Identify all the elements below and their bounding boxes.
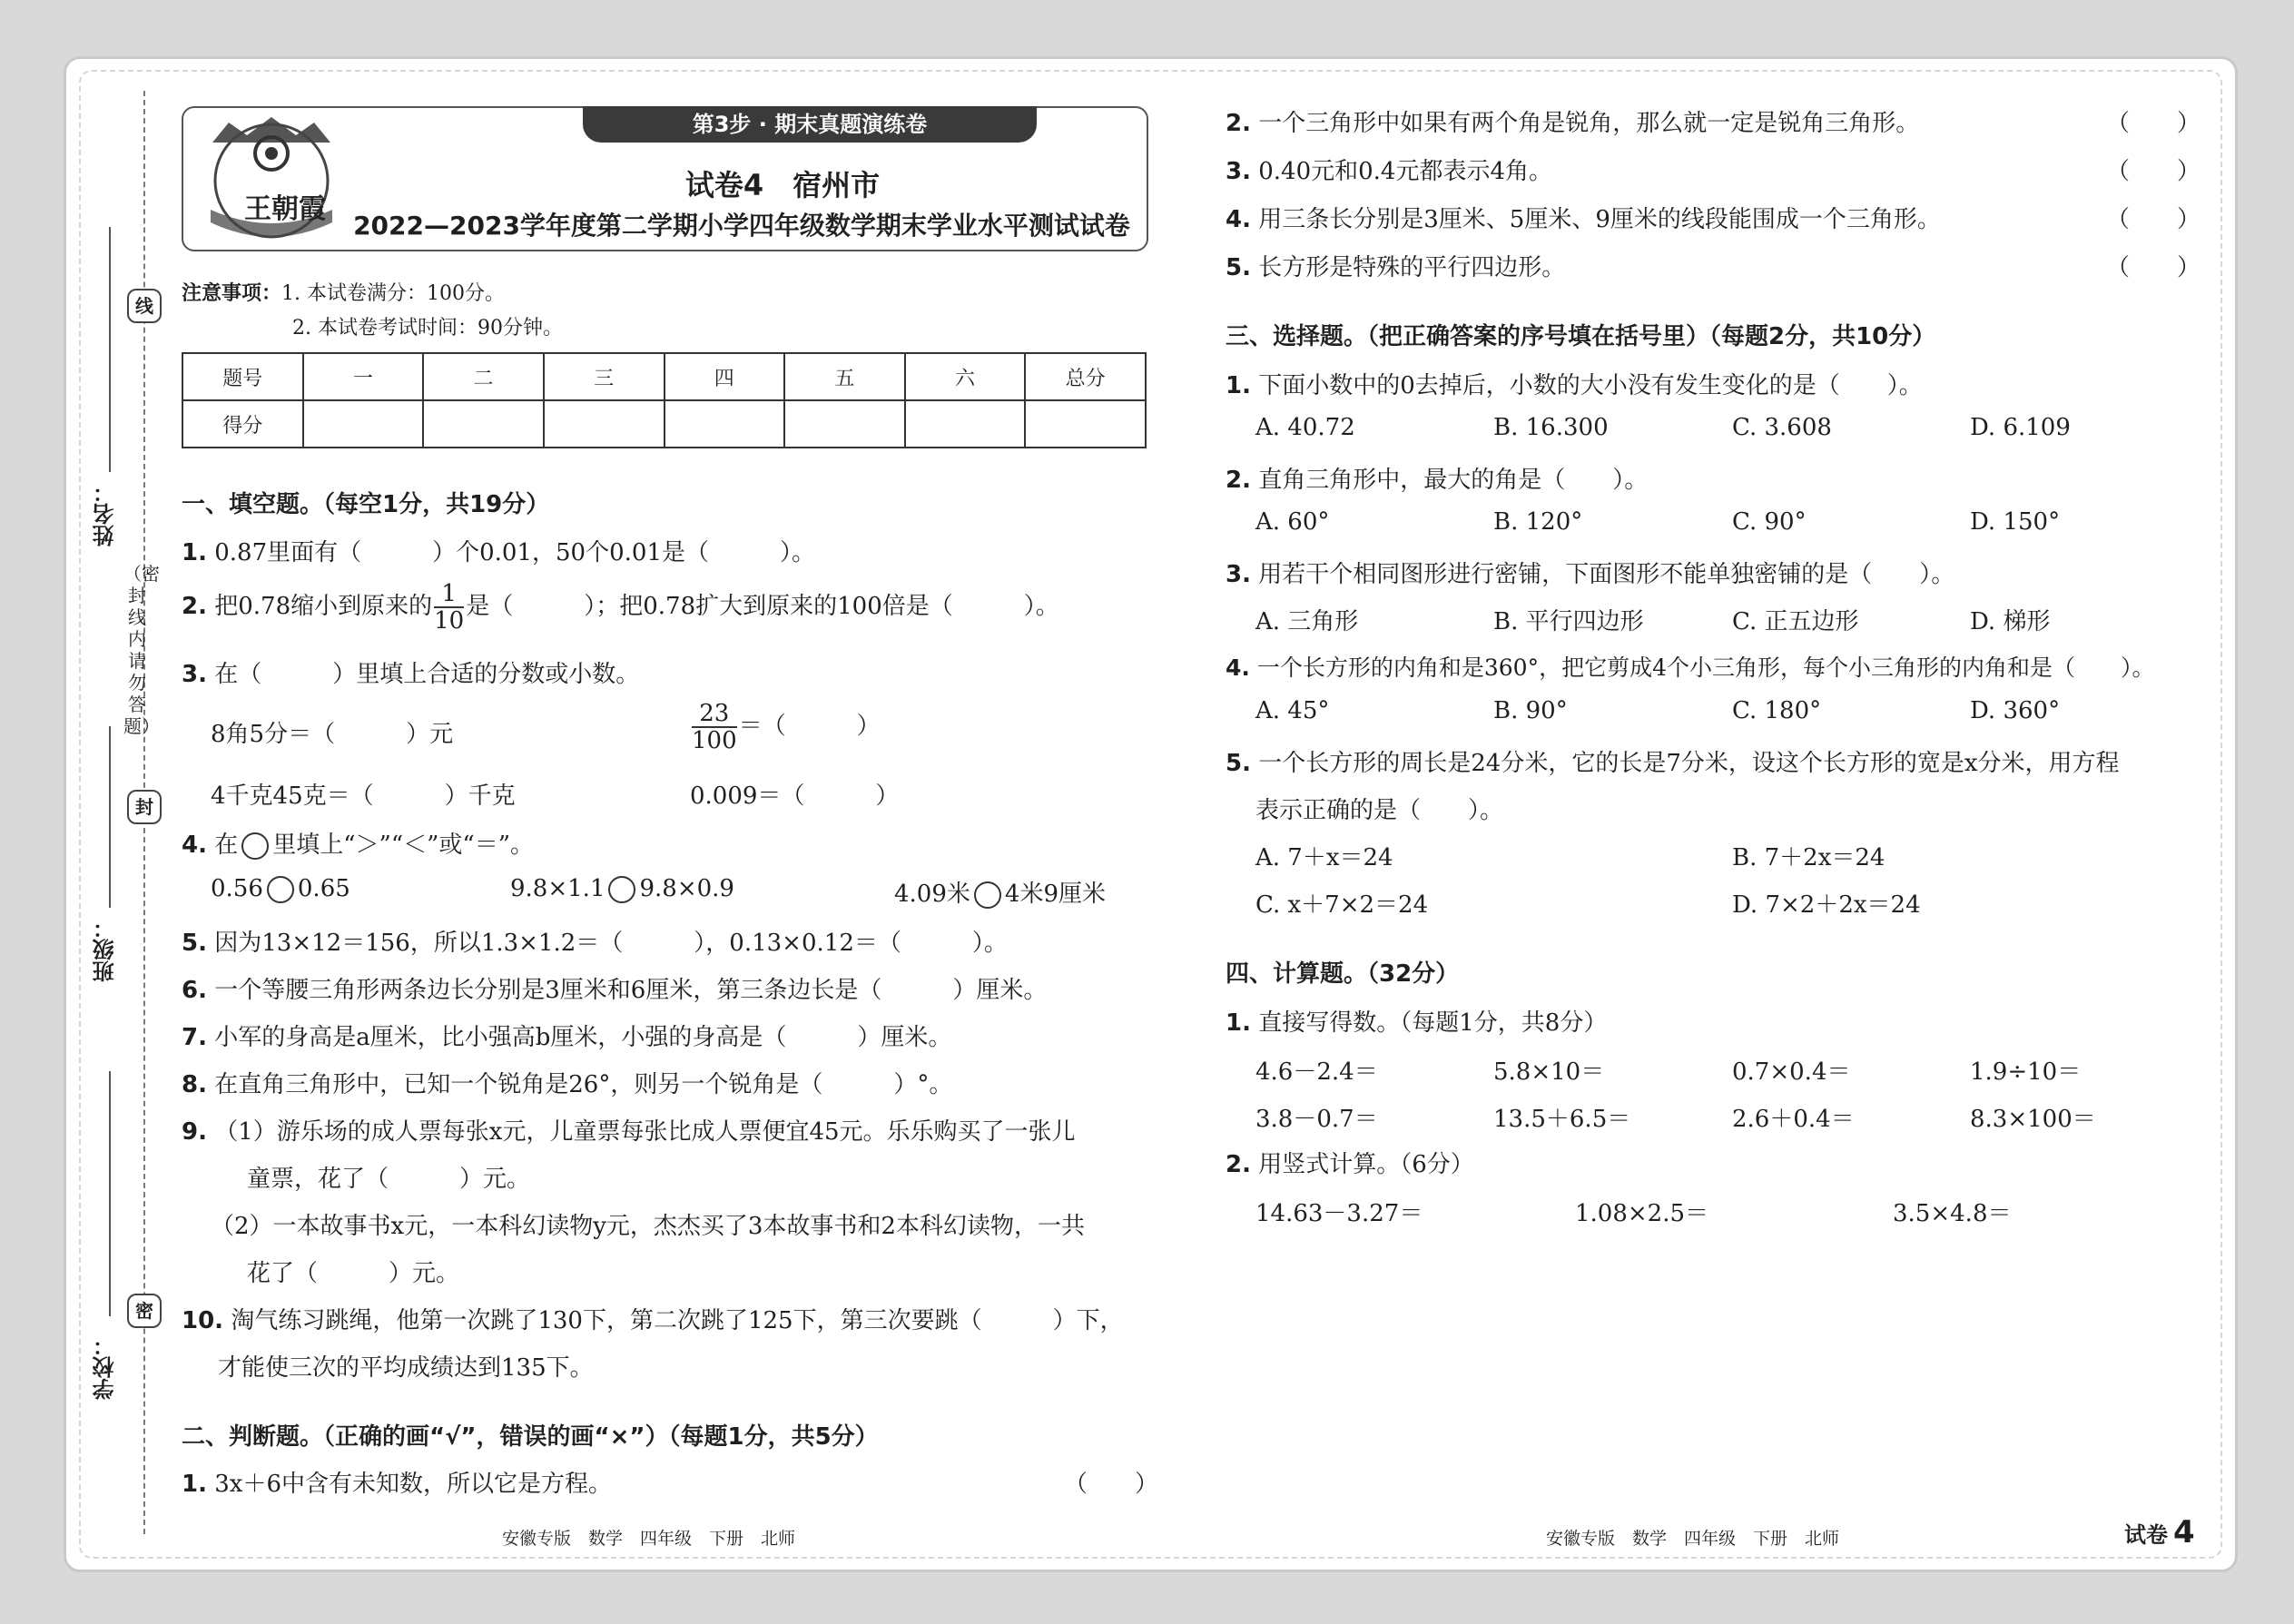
notice-line-1 xyxy=(182,278,505,306)
binding-mark-mi: 密 xyxy=(127,1294,162,1328)
question-text: 长方形是特殊的平行四边形。 xyxy=(1258,254,1566,281)
score-header-cell: 三 xyxy=(544,353,665,400)
score-cell[interactable] xyxy=(544,400,665,448)
question-1-3-c: 4千克45克＝（ ）千克 xyxy=(211,782,516,810)
section-1-title: 一、填空题。（每空1分，共19分） xyxy=(182,491,550,518)
option-c[interactable]: C. 3.608 xyxy=(1732,414,1832,441)
judge-1 xyxy=(182,1465,612,1499)
question-text: 小军的身高是a厘米，比小强高b厘米，小强的身高是（ ）厘米。 xyxy=(214,1024,952,1051)
option-c[interactable]: C. x＋7×2＝24 xyxy=(1255,891,1429,919)
question-number: 6. xyxy=(182,977,207,1004)
question-text: 因为13×12＝156，所以1.3×1.2＝（ ），0.13×0.12＝（ ）。 xyxy=(214,930,1008,957)
footer-right: 安徽专版 数学 四年级 下册 北师 xyxy=(1546,1529,1840,1549)
compare-3 xyxy=(894,875,1106,909)
question-1-3 xyxy=(182,655,639,689)
score-header-cell: 一 xyxy=(303,353,424,400)
question-text: ＝（ ） xyxy=(738,713,881,740)
question-1-10 xyxy=(182,1302,1124,1335)
question-number: 10. xyxy=(182,1307,224,1334)
option-a[interactable]: A. 40.72 xyxy=(1255,414,1355,441)
option-b[interactable]: B. 16.300 xyxy=(1493,414,1609,441)
option-d[interactable]: D. 150° xyxy=(1970,508,2061,536)
question-text: 一个三角形中如果有两个角是锐角，那么就一定是锐角三角形。 xyxy=(1258,110,1920,137)
calc-item: 4.6－2.4＝ xyxy=(1255,1058,1378,1086)
score-table-header-row xyxy=(182,353,1146,400)
option-a[interactable]: A. 三角形 xyxy=(1255,608,1359,635)
score-table xyxy=(182,352,1147,448)
question-text: 一个等腰三角形两条边长分别是3厘米和6厘米，第三条边长是（ ）厘米。 xyxy=(214,977,1048,1004)
question-text: 3x＋6中含有未知数，所以它是方程。 xyxy=(214,1471,612,1498)
option-d[interactable]: D. 6.109 xyxy=(1970,414,2071,441)
score-cell[interactable] xyxy=(423,400,544,448)
fraction-denominator: 10 xyxy=(434,607,465,635)
option-c[interactable]: C. 90° xyxy=(1732,508,1807,536)
name-line xyxy=(109,227,111,472)
option-a[interactable]: A. 60° xyxy=(1255,508,1330,536)
question-text: 淘气练习跳绳，他第一次跳了130下，第二次跳了125下，第三次要跳（ ）下， xyxy=(231,1307,1124,1334)
question-number: 4. xyxy=(1226,206,1251,233)
question-text: 在直角三角形中，已知一个锐角是26°，则另一个锐角是（ ）°。 xyxy=(214,1071,953,1098)
score-header-cell: 总分 xyxy=(1025,353,1146,400)
compare-right: 4米9厘米 xyxy=(1004,881,1106,908)
fraction xyxy=(434,581,464,634)
score-header-cell: 二 xyxy=(423,353,544,400)
exam-header xyxy=(182,106,1148,251)
notice-label: 注意事项： xyxy=(182,282,282,305)
judge-2 xyxy=(1226,104,1919,138)
judge-4 xyxy=(1226,201,1941,234)
question-1-3-a: 8角5分＝（ ）元 xyxy=(211,721,454,748)
option-b[interactable]: B. 90° xyxy=(1493,697,1568,724)
school-line xyxy=(109,1071,111,1316)
class-label: 班级： xyxy=(93,917,118,982)
calc-item: 2.6＋0.4＝ xyxy=(1732,1106,1855,1133)
score-cell[interactable] xyxy=(303,400,424,448)
notice-text-1: 1. 本试卷满分：100分。 xyxy=(281,282,505,305)
choice-2 xyxy=(1226,461,1648,495)
question-number: 3. xyxy=(182,661,207,688)
page-num: 4 xyxy=(2173,1514,2195,1550)
question-1-3-b xyxy=(690,701,881,753)
question-number: 4. xyxy=(1226,655,1250,681)
question-1-8 xyxy=(182,1066,952,1099)
option-d[interactable]: D. 360° xyxy=(1970,697,2061,724)
logo-text: 王朝霞 xyxy=(244,193,326,225)
score-table-score-row xyxy=(182,400,1146,448)
school-label: 学校： xyxy=(93,1334,118,1400)
page-label: 试卷 xyxy=(2124,1522,2168,1548)
question-number: 3. xyxy=(1226,158,1251,185)
question-text: 一个长方形的周长是24分米，它的长是7分米，设这个长方形的宽是x分米，用方程 xyxy=(1258,750,2120,777)
question-text: 用竖式计算。（6分） xyxy=(1258,1151,1474,1178)
score-cell[interactable] xyxy=(905,400,1026,448)
option-d[interactable]: D. 7×2＋2x＝24 xyxy=(1732,891,1921,919)
option-a[interactable]: A. 45° xyxy=(1255,697,1330,724)
question-number: 3. xyxy=(1226,561,1251,588)
answer-parens[interactable]: （ ） xyxy=(1064,1471,1159,1498)
calc-item: 13.5＋6.5＝ xyxy=(1493,1106,1631,1133)
blank-circle[interactable] xyxy=(267,876,294,903)
question-number: 1. xyxy=(1226,1009,1251,1037)
calc-item: 5.8×10＝ xyxy=(1493,1058,1605,1086)
question-1-3-d: 0.009＝（ ） xyxy=(690,782,900,810)
question-number: 2. xyxy=(1226,1151,1251,1178)
question-text: 用若干个相同图形进行密铺，下面图形不能单独密铺的是（ ）。 xyxy=(1258,561,1955,588)
question-text: 一个长方形的内角和是360°，把它剪成4个小三角形，每个小三角形的内角和是（ ）。 xyxy=(1256,655,2155,681)
compare-left: 4.09米 xyxy=(894,881,970,908)
vertical-calc-item: 1.08×2.5＝ xyxy=(1575,1200,1709,1227)
question-number: 5. xyxy=(182,930,207,957)
question-1-6 xyxy=(182,971,1047,1005)
question-1-1 xyxy=(182,534,815,567)
question-1-9-line-3: （2）一本故事书x元，一本科幻读物y元，杰杰买了3本故事书和2本科幻读物，一共 xyxy=(211,1213,1085,1240)
score-cell[interactable] xyxy=(784,400,905,448)
footer-left: 安徽专版 数学 四年级 下册 北师 xyxy=(502,1529,796,1549)
score-header-cell: 六 xyxy=(905,353,1026,400)
question-number: 7. xyxy=(182,1024,207,1051)
question-text: 在（ ）里填上合适的分数或小数。 xyxy=(214,661,640,688)
score-header-cell: 五 xyxy=(784,353,905,400)
judge-5 xyxy=(1226,249,1565,282)
question-text: 把0.78缩小到原来的 xyxy=(214,593,433,620)
compare-left: 9.8×1.1 xyxy=(510,875,605,902)
exam-title: 试卷4 宿州市 xyxy=(684,168,881,202)
fraction-denominator: 100 xyxy=(692,727,737,754)
question-text: 0.87里面有（ ）个0.01，50个0.01是（ ）。 xyxy=(214,539,815,566)
option-b[interactable]: B. 平行四边形 xyxy=(1493,608,1644,635)
option-b[interactable]: B. 7＋2x＝24 xyxy=(1732,844,1885,871)
name-label: 姓名： xyxy=(93,481,118,546)
answer-parens[interactable]: （ ） xyxy=(2106,254,2201,281)
compare-left: 0.56 xyxy=(211,875,263,902)
choice-5 xyxy=(1226,744,2120,778)
blank-circle[interactable] xyxy=(241,832,269,860)
question-text: 直接写得数。（每题1分，共8分） xyxy=(1258,1009,1608,1037)
choice-1 xyxy=(1226,367,1923,400)
question-1-9-line-2: 童票，花了（ ）元。 xyxy=(247,1166,531,1193)
question-text: 下面小数中的0去掉后，小数的大小没有发生变化的是（ ）。 xyxy=(1258,372,1923,399)
question-text: 用三条长分别是3厘米、5厘米、9厘米的线段能围成一个三角形。 xyxy=(1258,206,1941,233)
judge-3 xyxy=(1226,153,1552,186)
score-cell[interactable] xyxy=(665,400,785,448)
calc-item: 8.3×100＝ xyxy=(1970,1106,2096,1133)
question-number: 5. xyxy=(1226,750,1251,777)
section-3-title: 三、选择题。（把正确答案的序号填在括号里）（每题2分，共10分） xyxy=(1226,323,1936,350)
score-cell[interactable] xyxy=(1025,400,1146,448)
option-c[interactable]: C. 180° xyxy=(1732,697,1822,724)
binding-note: （密封线内请勿答题） xyxy=(123,563,160,737)
question-1-2 xyxy=(182,581,1059,634)
fraction-numerator: 23 xyxy=(692,701,737,728)
answer-parens[interactable]: （ ） xyxy=(2106,206,2201,233)
answer-parens[interactable]: （ ） xyxy=(2106,158,2201,185)
question-number: 1. xyxy=(1226,372,1251,399)
question-number: 8. xyxy=(182,1071,207,1098)
blank-circle[interactable] xyxy=(974,881,1001,909)
question-number: 2. xyxy=(1226,110,1251,137)
fraction-numerator: 1 xyxy=(434,581,464,608)
question-text: 是（ ）；把0.78扩大到原来的100倍是（ ）。 xyxy=(466,593,1059,620)
compare-2 xyxy=(510,875,734,903)
option-a[interactable]: A. 7＋x＝24 xyxy=(1255,844,1393,871)
question-text: 里填上“＞”“＜”或“＝”。 xyxy=(272,832,535,859)
compare-right: 0.65 xyxy=(297,875,350,902)
exam-subtitle: 2022—2023学年度第二学期小学四年级数学期末学业水平测试试卷 xyxy=(353,211,1130,241)
calc-2 xyxy=(1226,1146,1474,1179)
section-4-title: 四、计算题。（32分） xyxy=(1226,960,1460,988)
answer-parens[interactable]: （ ） xyxy=(2106,110,2201,137)
calc-item: 1.9÷10＝ xyxy=(1970,1058,2082,1086)
question-text: 0.40元和0.4元都表示4角。 xyxy=(1258,158,1553,185)
question-number: 1. xyxy=(182,1471,207,1498)
question-1-9 xyxy=(182,1113,1076,1147)
page-number xyxy=(2124,1514,2195,1550)
question-1-7 xyxy=(182,1019,951,1052)
class-line xyxy=(109,726,111,908)
step-tab: 第3步 · 期末真题演练卷 xyxy=(583,106,1037,143)
choice-3 xyxy=(1226,556,1954,589)
choice-4 xyxy=(1226,650,2155,683)
compare-right: 9.8×0.9 xyxy=(639,875,734,902)
choice-5-line-2: 表示正确的是（ ）。 xyxy=(1255,797,1504,824)
option-d[interactable]: D. 梯形 xyxy=(1970,608,2051,635)
question-text: （1）游乐场的成人票每张x元，儿童票每张比成人票便宜45元。乐乐购买了一张儿 xyxy=(214,1118,1076,1146)
fraction xyxy=(692,701,737,753)
score-row-label: 得分 xyxy=(182,400,303,448)
binding-mark-feng: 封 xyxy=(127,790,162,824)
question-1-9-line-4: 花了（ ）元。 xyxy=(247,1260,460,1287)
question-text: 直角三角形中，最大的角是（ ）。 xyxy=(1258,467,1649,494)
section-2-title: 二、判断题。（正确的画“√”，错误的画“×”）（每题1分，共5分） xyxy=(182,1423,879,1451)
question-number: 1. xyxy=(182,539,207,566)
question-number: 2. xyxy=(1226,467,1251,494)
score-header-cell: 题号 xyxy=(182,353,303,400)
calc-item: 3.8－0.7＝ xyxy=(1255,1106,1378,1133)
question-number: 9. xyxy=(182,1118,207,1146)
option-b[interactable]: B. 120° xyxy=(1493,508,1583,536)
vertical-calc-item: 14.63－3.27＝ xyxy=(1255,1200,1423,1227)
question-1-4 xyxy=(182,826,534,860)
question-1-5 xyxy=(182,924,1008,958)
compare-1 xyxy=(211,875,350,903)
blank-circle[interactable] xyxy=(608,876,635,903)
score-header-cell: 四 xyxy=(665,353,785,400)
option-c[interactable]: C. 正五边形 xyxy=(1732,608,1859,635)
question-number: 4. xyxy=(182,832,207,859)
calc-item: 0.7×0.4＝ xyxy=(1732,1058,1851,1086)
binding-mark-xian: 线 xyxy=(127,289,162,323)
vertical-calc-item: 3.5×4.8＝ xyxy=(1893,1200,2012,1227)
calc-1 xyxy=(1226,1004,1607,1038)
notice-line-2: 2. 本试卷考试时间：90分钟。 xyxy=(292,317,563,340)
question-text: 在 xyxy=(214,832,239,859)
question-number: 5. xyxy=(1226,254,1251,281)
question-number: 2. xyxy=(182,593,207,620)
question-1-10-line-2: 才能使三次的平均成绩达到135下。 xyxy=(218,1354,594,1382)
